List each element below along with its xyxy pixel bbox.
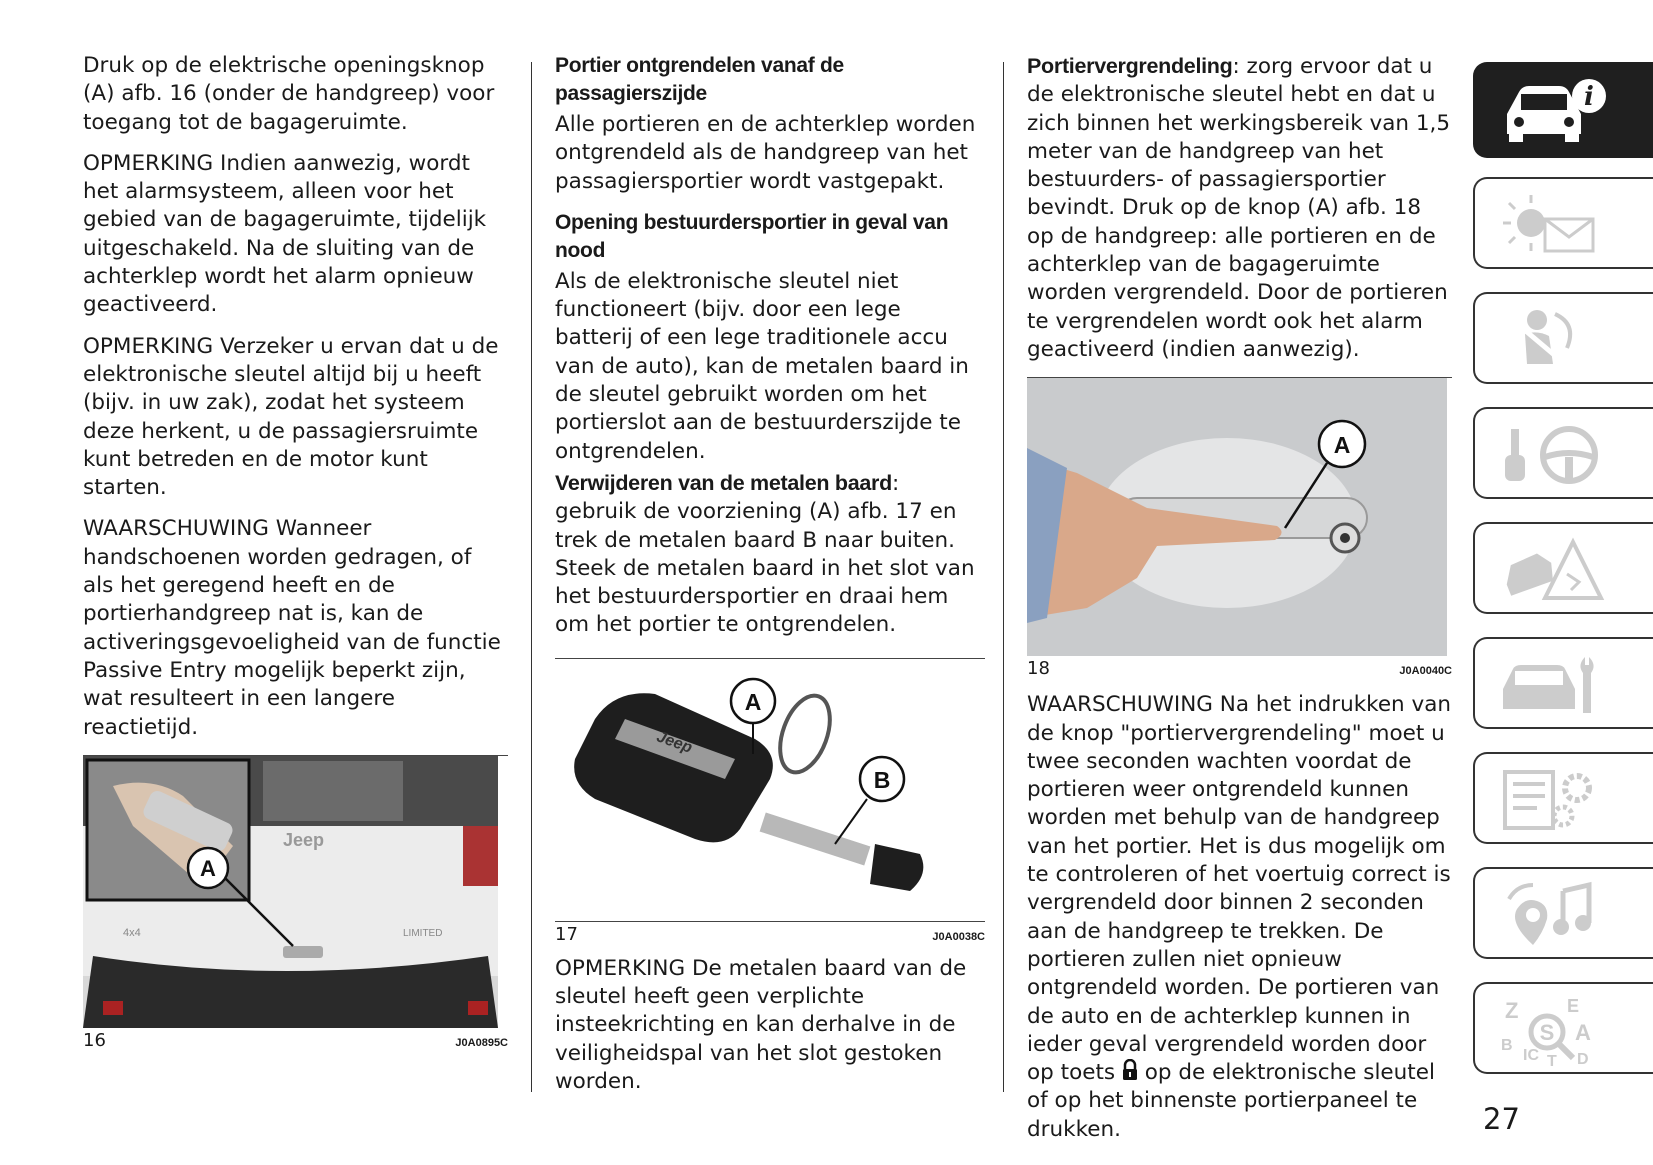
section-heading: Opening bestuurdersportier in geval van nood xyxy=(555,210,949,262)
svg-text:IC: IC xyxy=(1523,1047,1539,1064)
figure-code: J0A0040C xyxy=(1399,665,1452,678)
tab-multimedia[interactable] xyxy=(1473,867,1653,959)
note-paragraph: OPMERKING De metalen baard van de sleutel heeft geen verplichte insteekrichting en kan derhalve in de veiligheidspal van het slot gestoken worden. xyxy=(555,955,967,1094)
svg-text:A: A xyxy=(1333,432,1351,459)
figure-frame xyxy=(555,658,985,919)
note-paragraph: OPMERKING Verzeker u ervan dat u de elektronische sleutel altijd bij u heeft (bijv. in uw zak), zodat het systeem deze herkent, u de passagiersruimte kunt betreden en de motor kunt starten. xyxy=(83,333,499,501)
lock-icon xyxy=(1122,1059,1138,1081)
svg-text:T: T xyxy=(1547,1053,1557,1066)
figure-frame xyxy=(1027,377,1452,656)
page-number: 27 xyxy=(1483,1102,1520,1136)
figure-number: 17 xyxy=(555,923,578,945)
paragraph xyxy=(555,469,985,640)
tab-starting-driving[interactable] xyxy=(1473,407,1653,499)
tab-car-info[interactable] xyxy=(1473,62,1653,158)
maintenance-icon xyxy=(1497,649,1607,721)
figure-frame xyxy=(83,755,508,1028)
index-icon xyxy=(1497,994,1607,1066)
svg-text:B: B xyxy=(873,766,891,793)
svg-text:Jeep: Jeep xyxy=(283,829,325,850)
starting-driving-icon xyxy=(1497,419,1607,491)
section-heading: Portier ontgrendelen vanaf de passagierszijde xyxy=(555,54,844,105)
warning-paragraph: WAARSCHUWING Wanneer handschoenen worden gedragen, of als het geregend heeft en de portierhandgreep nat is, kan de activeringsgevoeligheid van de functie Passive Entry mogelijk beperkt zijn, wat resulteert in een langere reactietijd. xyxy=(83,516,501,740)
multimedia-icon xyxy=(1497,879,1607,951)
column-2 xyxy=(555,52,985,1109)
safety-airbag-icon xyxy=(1497,304,1607,376)
technical-data-icon xyxy=(1497,764,1607,836)
svg-text:A: A xyxy=(1575,1020,1591,1045)
column-3 xyxy=(1027,52,1452,1157)
figure-caption xyxy=(83,1030,508,1051)
car-info-icon xyxy=(1497,74,1607,146)
paragraph xyxy=(1027,52,1452,364)
column-divider xyxy=(1003,62,1004,1092)
tab-emergency[interactable] xyxy=(1473,522,1653,614)
svg-text:LIMITED: LIMITED xyxy=(403,927,443,939)
warning-paragraph xyxy=(1027,691,1452,1144)
column-divider xyxy=(531,62,532,1092)
tab-safety[interactable] xyxy=(1473,292,1653,384)
paragraph-text: op de elektronische sleutel of op het binnenste portierpaneel te drukken. xyxy=(1027,1060,1435,1142)
svg-text:i: i xyxy=(1584,82,1594,112)
inline-heading: Portiervergrendeling xyxy=(1027,54,1233,78)
figure-caption xyxy=(1027,658,1452,679)
key-fob-photo xyxy=(555,659,975,919)
figure-number: 18 xyxy=(1027,658,1050,680)
tailgate-photo xyxy=(83,756,498,1028)
figure-18 xyxy=(1027,377,1452,679)
paragraph: Alle portieren en de achterklep worden ontgrendeld als de handgreep van het passagiersportier wordt vastgepakt. xyxy=(555,112,976,194)
paragraph: Druk op de elektrische openingsknop (A) afb. 16 (onder de handgreep) voor toegang tot de bagageruimte. xyxy=(83,53,495,135)
svg-text:4x4: 4x4 xyxy=(123,926,141,939)
svg-text:A: A xyxy=(200,855,216,881)
paragraph-text: : gebruik de voorziening (A) afb. 17 en trek de metalen baard B naar buiten. Steek de metalen baard in het slot van het bestuurdersportier en draai hem om het portier te ontgrendelen. xyxy=(555,470,975,638)
svg-text:A: A xyxy=(744,688,762,715)
figure-16 xyxy=(83,755,508,1051)
inline-heading: Verwijderen van de metalen baard xyxy=(555,470,892,495)
tab-maintenance[interactable] xyxy=(1473,637,1653,729)
svg-text:E: E xyxy=(1567,996,1580,1016)
paragraph-text: : zorg ervoor dat u de elektronische sleutel hebt en dat u zich binnen het werkingsbereik van 1,5 meter van de handgreep van het bestuurders- of passagiersportier bevindt. Druk op de knop (A) afb. 18 op de handgreep: alle portieren en de achterklep van de bagageruimte worden vergrendeld. Door de portieren te vergrendelen wordt ook het alarm geactiveerd (indien aanwezig). xyxy=(1027,54,1451,362)
emergency-icon xyxy=(1497,534,1607,606)
svg-text:D: D xyxy=(1577,1051,1589,1066)
column-1 xyxy=(83,52,508,1051)
tab-index[interactable] xyxy=(1473,982,1653,1074)
figure-number: 16 xyxy=(83,1029,106,1051)
dashboard-lights-icon xyxy=(1497,189,1607,261)
figure-caption xyxy=(555,921,985,945)
svg-text:Z: Z xyxy=(1505,998,1519,1023)
note-paragraph: OPMERKING Indien aanwezig, wordt het alarmsysteem, alleen voor het gebied van de bagageruimte, tijdelijk uitgeschakeld. Na de sluiting van de achterklep wordt het alarm opnieuw geactiveerd. xyxy=(83,150,487,318)
figure-code: J0A0895C xyxy=(455,1036,508,1049)
figure-code: J0A0038C xyxy=(932,930,985,943)
svg-text:B: B xyxy=(1501,1037,1513,1054)
paragraph-text: WAARSCHUWING Na het indrukken van de knop "portiervergrendeling" moet u twee seconden wachten voordat de portieren weer ontgrendeld kunnen worden met behulp van de handgreep van het portier. Het is dus mogelijk om te controleren of het voertuig correct is vergrendeld door binnen 2 seconden aan de handgreep te trekken. De portieren zullen niet opnieuw ontgrendeld worden. De portieren van de auto en de achterklep kunnen in ieder geval vergrendeld worden door op toets xyxy=(1027,692,1452,1086)
svg-text:Jeep: Jeep xyxy=(654,728,695,757)
paragraph: Als de elektronische sleutel niet functioneert (bijv. door een lege batterij of een lege traditionele accu van de auto), kan de metalen baard in de sleutel gebruikt worden om het portierslot aan de bestuurderszijde te ontgrendelen. xyxy=(555,268,969,464)
tab-dashboard-lights[interactable] xyxy=(1473,177,1653,269)
tab-technical-data[interactable] xyxy=(1473,752,1653,844)
svg-text:S: S xyxy=(1539,1020,1555,1045)
figure-17 xyxy=(555,658,985,945)
door-handle-photo xyxy=(1027,378,1447,656)
